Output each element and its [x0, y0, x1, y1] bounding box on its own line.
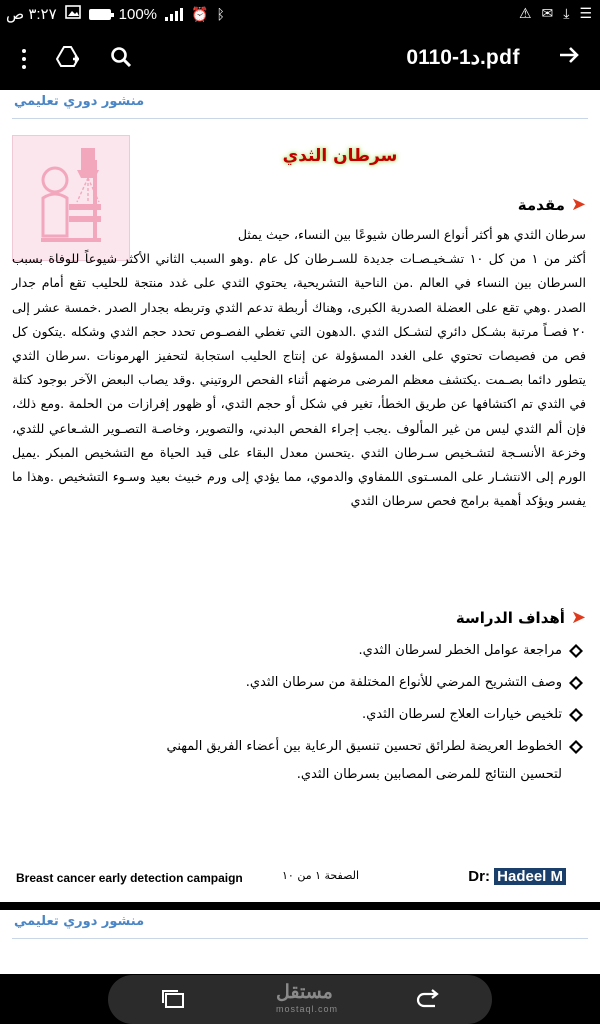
intro-body: أكثر من ١ من كل ١٠ تشـخيـصـات جديدة للسـرطان كل عام .وهو السبب الثاني الأكثر شيوعاً للوفاة بسبب السرطان بين النساء في العالم .من الناحية التشريحية، يحتوي الثدي على غدد منتجة للحليب تقع أمام جدار الصدر .وهي تقع على العضلة الصدرية الكبرى، وهناك أربطة تدعم الثدي وتربطه بجدار الصدر .خمسة عشر إلى ٢٠ فصـاً مرتبة بشـكل دائري لتشـكل الثدي .الدهون التي تغطي الفصـوص تحدد حجم الثدي وشكله .يتكون كل فص من فصيصات تحتوي على الغدد المسؤولة عن إنتاج الحليب استجابة لتحفيز الهرمونات .سرطان الثدي يتطور دائما بصـمت .يكتشف معظم المرضى مرضهم أثناء الفحص الروتيني .وقد يصاب البعض الآخر بوجود كتلة في الثدي تم اكتشافها عن طريق الخطأ، تغير في شكل أو حجم الثدي، أو ظهور إفرازات من الحلمة .ومع ذلك، فإن ألم الثدي ليس من غير المألوف .يجب إجراء الفحص البدني، والتصوير، وخاصـة التصـوير الشـعاعي للثدي، وخزعة الأنسـجة لتشـخيص سـرطان الثدي .يتحسن معدل البقاء على قيد الحياة مع التشخيص المبكر .يميل الورم إلى الانتشـار على المسـتوى اللمفاوي والدموي، مما يؤدي إلى ورم خبيث بعيد وسـوء التشخيص .وهذا ما يفسر ويؤكد أهمية برامج فحص سرطان الثدي — [12, 251, 586, 509]
header-divider — [12, 118, 588, 119]
goal-text: مراجعة عوامل الخطر لسرطان الثدي. — [358, 643, 562, 658]
intro-paragraph — [12, 223, 586, 513]
author-name: Hadeel M — [494, 868, 566, 885]
intro-first-line: سرطان الثدي هو أكثر أنواع السرطان شيوعًا بين النساء، حيث يمثل — [237, 227, 586, 242]
battery-level: 100% — [118, 5, 158, 23]
diamond-bullet-icon — [568, 643, 584, 659]
alert-icon: ⚠ — [518, 5, 532, 21]
watermark — [276, 981, 338, 1014]
page-separator — [0, 902, 600, 910]
red-arrow-icon: ➤ — [570, 607, 586, 628]
status-time: ٣:٢٧ ص — [6, 6, 57, 23]
footer-campaign: Breast cancer early detection campaign — [16, 871, 243, 885]
watermark-domain: mostaql.com — [276, 1004, 339, 1014]
diamond-bullet-icon — [568, 707, 584, 723]
status-bar — [0, 0, 600, 28]
arrow-right-icon[interactable] — [558, 44, 580, 72]
bluetooth-icon: ᛒ — [216, 6, 225, 22]
footer-author — [468, 868, 566, 885]
download-icon: ⤓ — [563, 5, 570, 21]
menu-icon: ☰ — [579, 5, 592, 21]
goals-heading — [456, 607, 586, 628]
alarm-icon: ⏰ — [191, 6, 209, 22]
goals-heading-label: أهداف الدراسة — [455, 608, 565, 627]
red-arrow-icon: ➤ — [570, 194, 586, 215]
list-item — [24, 737, 584, 785]
goal-text: الخطوط العريضة لطرائق تحسين تنسيق الرعاية بين أعضاء الفريق المهني — [166, 739, 562, 754]
image-icon — [65, 5, 81, 23]
goal-text-continuation: لتحسين النتائج للمرضى المصابين بسرطان الثدي. — [296, 767, 562, 782]
list-item — [24, 641, 584, 661]
diamond-bullet-icon — [568, 675, 584, 691]
page-footer — [0, 866, 600, 890]
more-vert-icon[interactable] — [22, 49, 26, 69]
pdf-page — [0, 90, 600, 902]
page-number: الصفحة ١ من ١٠ — [282, 869, 360, 882]
battery-icon — [89, 9, 111, 20]
goal-text: وصف التشريح المرضي للأنواع المختلفة من سرطان الثدي. — [245, 675, 562, 690]
intro-heading-label: مقدمة — [517, 195, 565, 214]
back-icon[interactable] — [415, 988, 441, 1016]
app-bar-actions — [22, 46, 132, 72]
message-icon: ✉ — [541, 5, 554, 21]
author-prefix: Dr: — [468, 868, 490, 885]
status-bar-right — [519, 3, 592, 23]
search-icon[interactable] — [110, 46, 132, 72]
goals-list — [24, 641, 584, 797]
header-note: منشور دوري تعليمي — [14, 914, 145, 929]
page-title: سرطان الثدي — [282, 146, 398, 166]
diamond-bullet-icon — [568, 739, 584, 755]
header-note: منشور دوري تعليمي — [14, 94, 145, 109]
intro-heading — [518, 194, 586, 215]
goal-text: تلخيص خيارات العلاج لسرطان الثدي. — [362, 707, 562, 722]
drive-add-icon[interactable] — [56, 46, 80, 72]
app-bar — [0, 28, 600, 90]
status-bar-left — [6, 4, 225, 24]
list-item — [24, 705, 584, 725]
recent-apps-icon[interactable] — [160, 988, 186, 1016]
header-divider — [12, 938, 588, 939]
watermark-text: مستقل — [276, 982, 333, 1003]
list-item — [24, 673, 584, 693]
document-title: 0110-د1.pdf — [406, 46, 520, 69]
signal-icon — [165, 7, 183, 21]
next-pdf-page — [0, 910, 600, 974]
